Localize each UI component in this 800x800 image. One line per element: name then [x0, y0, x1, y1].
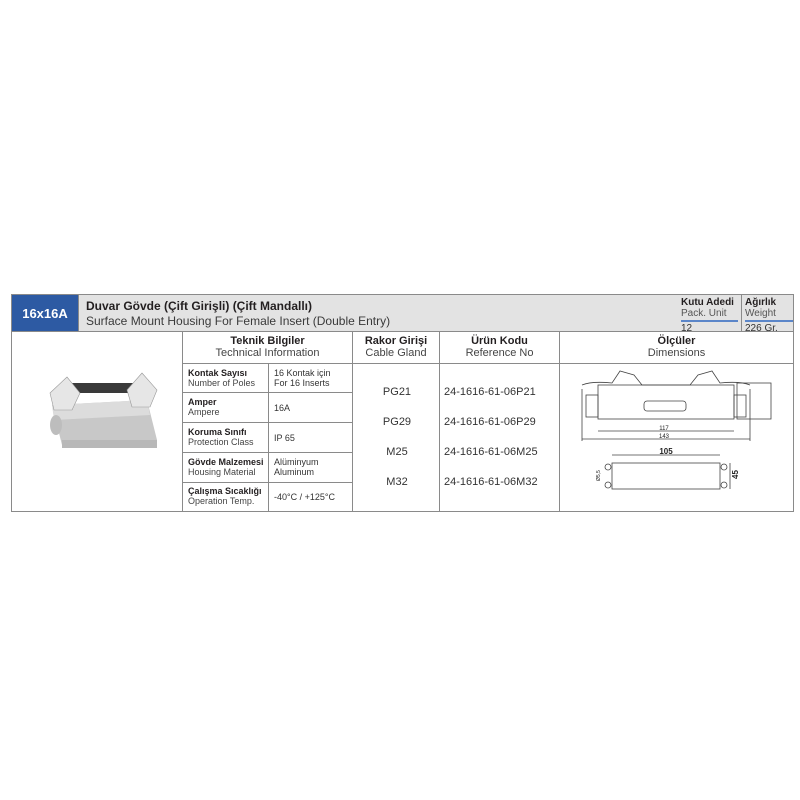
gland-m32: M32 — [386, 476, 408, 488]
weight-value: 226 Gr. — [745, 323, 778, 334]
spec-label-material — [188, 457, 264, 477]
reference-p29: 24-1616-61-06P29 — [444, 416, 536, 428]
spec-label-temperature — [188, 486, 262, 506]
label-tr: Gövde Malzemesi — [188, 457, 264, 467]
header-tr: Teknik Bilgiler — [230, 335, 305, 347]
spec-value-material — [274, 457, 319, 477]
product-sheet — [11, 294, 794, 512]
weight — [741, 295, 793, 334]
label-en: Housing Material — [188, 467, 256, 477]
divider — [268, 363, 269, 512]
underline — [745, 320, 793, 322]
header-tr: Rakor Girişi — [364, 335, 428, 347]
divider — [78, 295, 79, 331]
label-en: Number of Poles — [188, 378, 256, 388]
svg-text:105: 105 — [659, 447, 673, 456]
header-en: Technical Information — [215, 347, 320, 359]
divider — [182, 392, 352, 393]
header-tr: Ürün Kodu — [471, 335, 528, 347]
svg-text:117: 117 — [659, 426, 669, 432]
reference-m25: 24-1616-61-06M25 — [444, 446, 538, 458]
product-image — [32, 345, 172, 465]
column-header-dimensions — [560, 335, 793, 359]
reference-m32: 24-1616-61-06M32 — [444, 476, 538, 488]
pack-unit-value: 12 — [681, 323, 693, 334]
divider — [182, 422, 352, 423]
svg-text:143: 143 — [658, 434, 670, 440]
divider — [182, 482, 352, 483]
label-tr: Koruma Sınıfı — [188, 427, 247, 437]
title-english: Surface Mount Housing For Female Insert (Double Entry) — [86, 314, 391, 328]
sheet-header — [12, 295, 793, 332]
pack-unit-label-tr: Kutu Adedi — [681, 297, 734, 308]
weight-label-tr: Ağırlık — [745, 297, 777, 308]
header-tr: Ölçüler — [657, 335, 696, 347]
pack-unit-label-en: Pack. Unit — [681, 308, 727, 319]
label-en: Ampere — [188, 407, 220, 417]
column-header-reference — [440, 335, 559, 359]
spec-label-protection — [188, 427, 254, 447]
value-line: Aluminum — [274, 467, 315, 477]
gland-m25: M25 — [386, 446, 408, 458]
spec-label-ampere — [188, 397, 220, 417]
column-header-technical — [183, 335, 352, 359]
spec-value-temperature: -40°C / +125°C — [274, 492, 335, 502]
header-en: Cable Gland — [365, 347, 427, 359]
title-turkish: Duvar Gövde (Çift Girişli) (Çift Mandallı) — [86, 299, 313, 313]
gland-pg21: PG21 — [382, 386, 412, 398]
column-header-gland — [353, 335, 439, 359]
label-en: Protection Class — [188, 437, 254, 447]
underline — [681, 320, 738, 322]
reference-p21: 24-1616-61-06P21 — [444, 386, 536, 398]
svg-text:Ø5,5: Ø5,5 — [596, 470, 602, 481]
size-badge: 16x16A — [12, 295, 78, 331]
dimension-drawing — [572, 363, 782, 493]
label-tr: Çalışma Sıcaklığı — [188, 486, 262, 496]
label-tr: Kontak Sayısı — [188, 368, 248, 378]
header-en: Dimensions — [647, 347, 706, 359]
svg-text:45: 45 — [731, 470, 740, 479]
spec-value-poles — [274, 368, 331, 388]
spec-value-ampere: 16A — [274, 403, 291, 413]
weight-label-en: Weight — [745, 308, 776, 319]
header-en: Reference No — [465, 347, 534, 359]
value-line: 16 Kontak için — [274, 368, 331, 378]
spec-label-poles — [188, 368, 255, 388]
gland-pg29: PG29 — [382, 416, 412, 428]
value-line: Alüminyum — [274, 457, 319, 467]
spec-value-protection: IP 65 — [274, 433, 295, 443]
divider — [182, 452, 352, 453]
value-line: For 16 Inserts — [274, 378, 330, 388]
label-en: Operation Temp. — [188, 496, 255, 506]
pack-unit — [681, 295, 738, 334]
label-tr: Amper — [188, 397, 217, 407]
